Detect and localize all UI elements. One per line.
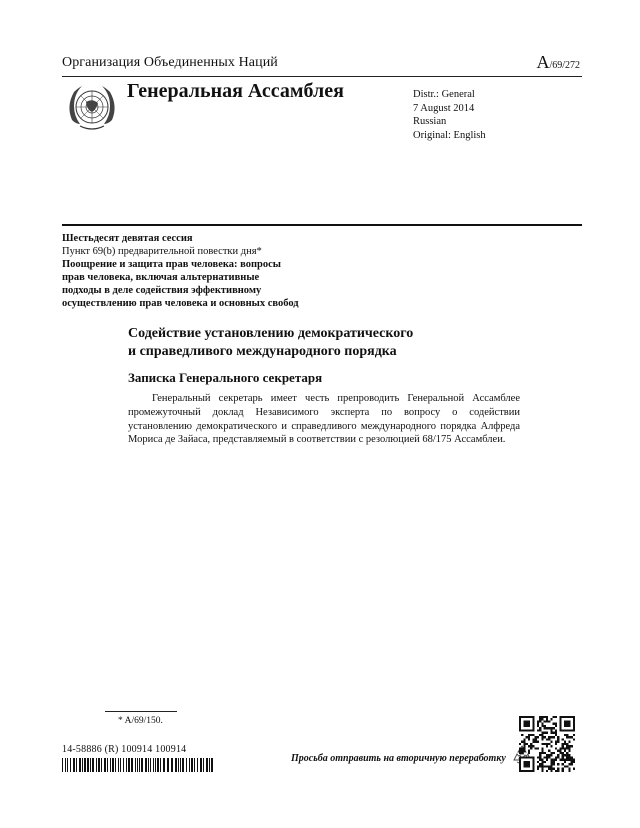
document-number: 14-58886 (R) 100914 100914 <box>62 744 187 755</box>
agenda-title-3: подходы в деле содействия эффективному <box>62 285 262 296</box>
recycle-request: Просьба отправить на вторичную переработку <box>291 753 506 764</box>
document-title <box>128 325 413 361</box>
footnote: * A/69/150. <box>118 716 163 726</box>
session-rule <box>62 224 582 226</box>
title-line-1: Содействие установлению демократического <box>128 326 414 341</box>
footnote-rule <box>105 711 177 712</box>
symbol-number: /69/272 <box>549 60 580 71</box>
agenda-title-2: прав человека, включая альтернативные <box>62 272 260 283</box>
distr-status: Distr.: General <box>413 89 475 100</box>
symbol-letter: A <box>536 52 550 72</box>
distr-original: Original: English <box>413 129 486 141</box>
barcode-icon <box>62 758 214 772</box>
session-block <box>62 232 299 310</box>
assembly-title: Генеральная Ассамблея <box>127 80 344 102</box>
document-symbol <box>536 52 580 73</box>
agenda-title-4: осуществлению прав человека и основных свобод <box>62 298 299 309</box>
session-name: Шестьдесят девятая сессия <box>62 233 193 244</box>
agenda-item: Пункт 69(b) предварительной повестки дня* <box>62 246 262 257</box>
un-emblem-icon <box>62 80 122 134</box>
title-line-2: и справедливого международного порядка <box>128 344 397 359</box>
header-rule <box>62 76 582 77</box>
body-paragraph: Генеральный секретарь имеет честь препроводить Генеральной Ассамблее промежуточный доклад Независимого эксперта по вопросу о содействии установлению демократического и справедливого международного порядка Алфреда Мориса де Зайаса, представляемый в соответствии с резолюцией 68/175 Ассамблеи. <box>128 393 520 446</box>
note-title: Записка Генерального секретаря <box>128 370 323 385</box>
distribution-block <box>413 88 486 142</box>
organization-name: Организация Объединенных Наций <box>62 55 278 70</box>
distr-language: Russian <box>413 116 447 127</box>
distr-date: 7 August 2014 <box>413 102 475 114</box>
agenda-title-1: Поощрение и защита прав человека: вопросы <box>62 259 281 270</box>
qr-code-icon <box>519 716 575 772</box>
